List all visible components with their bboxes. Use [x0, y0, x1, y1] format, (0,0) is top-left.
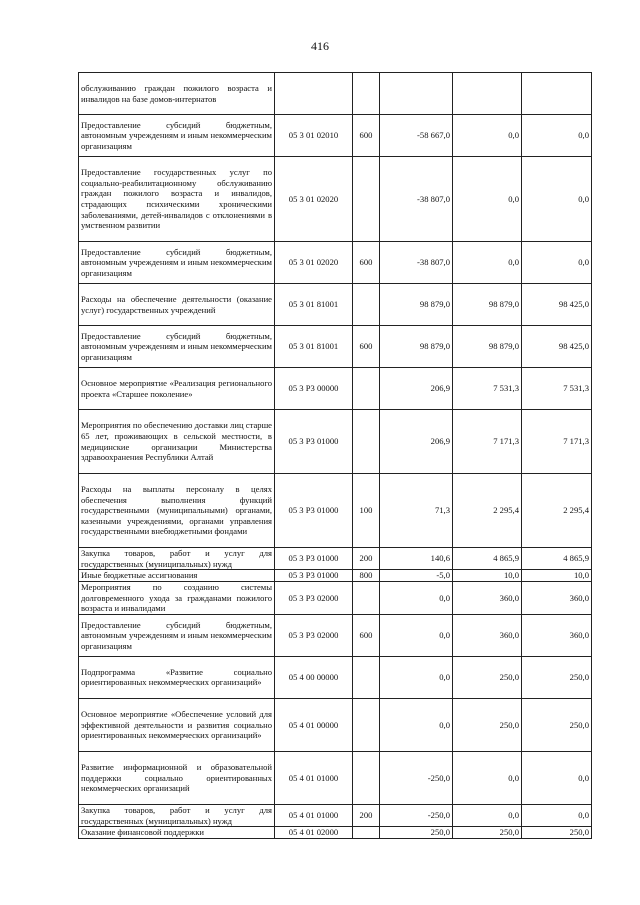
row-value-3: 0,0 [522, 242, 592, 284]
row-value-2: 250,0 [453, 656, 522, 698]
row-value-3: 0,0 [522, 804, 592, 826]
row-value-2: 98 879,0 [453, 284, 522, 326]
row-code: 05 3 P3 00000 [275, 368, 353, 410]
table-row [79, 827, 592, 839]
row-code: 05 3 01 02020 [275, 242, 353, 284]
row-expense-type [353, 73, 380, 115]
row-code [275, 73, 353, 115]
row-code: 05 3 01 02020 [275, 157, 353, 242]
row-name: Основное мероприятие «Обеспечение условий для эффективной деятельности и развития социально ориентированных некоммерческих организаций» [79, 698, 275, 751]
row-name: Закупка товаров, работ и услуг для государственных (муниципальных) нужд [79, 804, 275, 826]
row-value-2: 7 531,3 [453, 368, 522, 410]
row-expense-type [353, 410, 380, 474]
table-row [79, 157, 592, 242]
row-value-2 [453, 73, 522, 115]
row-name: Закупка товаров, работ и услуг для государственных (муниципальных) нужд [79, 548, 275, 570]
row-expense-type: 200 [353, 804, 380, 826]
row-value-2: 0,0 [453, 751, 522, 804]
page-number: 416 [311, 39, 329, 53]
row-value-2: 0,0 [453, 115, 522, 157]
row-expense-type: 600 [353, 242, 380, 284]
row-name: Расходы на выплаты персоналу в целях обеспечения выполнения функций государственными (муниципальными) органами, казенными учреждениями, органами управления государственными внебюджетными фондами [79, 474, 275, 548]
row-name: Основное мероприятие «Реализация регионального проекта «Старшее поколение» [79, 368, 275, 410]
row-value-2: 0,0 [453, 242, 522, 284]
row-value-3: 250,0 [522, 656, 592, 698]
row-value-1: 0,0 [380, 582, 453, 615]
table-row [79, 582, 592, 615]
row-code: 05 4 01 02000 [275, 827, 353, 839]
row-code: 05 3 P3 01000 [275, 474, 353, 548]
row-expense-type: 600 [353, 326, 380, 368]
row-name: обслуживанию граждан пожилого возраста и инвалидов на базе домов-интернатов [79, 73, 275, 115]
table-row [79, 570, 592, 582]
table-row [79, 115, 592, 157]
row-value-3: 360,0 [522, 614, 592, 656]
row-value-1: -38 807,0 [380, 157, 453, 242]
row-value-1: 98 879,0 [380, 284, 453, 326]
row-name: Предоставление субсидий бюджетным, автономным учреждениям и иным некоммерческим организациям [79, 242, 275, 284]
row-code: 05 3 01 02010 [275, 115, 353, 157]
table-row [79, 284, 592, 326]
row-code: 05 3 P3 02000 [275, 582, 353, 615]
row-value-3: 0,0 [522, 751, 592, 804]
row-name: Предоставление субсидий бюджетным, автономным учреждениям и иным некоммерческим организациям [79, 115, 275, 157]
row-expense-type [353, 582, 380, 615]
row-expense-type [353, 656, 380, 698]
row-code: 05 4 01 01000 [275, 804, 353, 826]
row-name: Предоставление государственных услуг по социально-реабилитационному обслуживанию граждан пожилого возраста и инвалидов, страдающих психическими хроническими заболеваниями, детей-инвалидов с отклонениями в умственном развитии [79, 157, 275, 242]
row-expense-type [353, 827, 380, 839]
table-row [79, 548, 592, 570]
row-code: 05 3 P3 01000 [275, 410, 353, 474]
row-code: 05 4 01 00000 [275, 698, 353, 751]
row-value-1: -250,0 [380, 751, 453, 804]
row-value-3: 98 425,0 [522, 284, 592, 326]
row-value-1: 0,0 [380, 656, 453, 698]
row-value-2: 360,0 [453, 614, 522, 656]
row-value-3: 7 531,3 [522, 368, 592, 410]
row-expense-type: 600 [353, 115, 380, 157]
row-value-3: 2 295,4 [522, 474, 592, 548]
row-expense-type [353, 157, 380, 242]
row-value-2: 0,0 [453, 157, 522, 242]
row-name: Мероприятия по обеспечению доставки лиц старше 65 лет, проживающих в сельской местности, в медицинские организации Министерства здравоохранения Республики Алтай [79, 410, 275, 474]
row-value-1: -5,0 [380, 570, 453, 582]
budget-table [78, 72, 592, 839]
row-value-3: 360,0 [522, 582, 592, 615]
row-expense-type: 800 [353, 570, 380, 582]
row-value-3: 0,0 [522, 115, 592, 157]
table-row [79, 698, 592, 751]
table-row [79, 410, 592, 474]
row-value-3: 7 171,3 [522, 410, 592, 474]
row-value-1: 71,3 [380, 474, 453, 548]
row-expense-type [353, 751, 380, 804]
row-name: Расходы на обеспечение деятельности (оказание услуг) государственных учреждений [79, 284, 275, 326]
row-name: Предоставление субсидий бюджетным, автономным учреждениям и иным некоммерческим организациям [79, 614, 275, 656]
table-row [79, 804, 592, 826]
row-expense-type [353, 698, 380, 751]
row-name: Подпрограмма «Развитие социально ориентированных некоммерческих организаций» [79, 656, 275, 698]
row-value-2: 7 171,3 [453, 410, 522, 474]
row-value-1: 140,6 [380, 548, 453, 570]
row-code: 05 3 P3 01000 [275, 570, 353, 582]
row-name: Оказание финансовой поддержки [79, 827, 275, 839]
row-code: 05 4 01 01000 [275, 751, 353, 804]
table-row [79, 751, 592, 804]
row-name: Предоставление субсидий бюджетным, автономным учреждениям и иным некоммерческим организациям [79, 326, 275, 368]
row-value-1: -38 807,0 [380, 242, 453, 284]
row-value-1: 206,9 [380, 368, 453, 410]
row-value-3: 0,0 [522, 157, 592, 242]
table-row [79, 242, 592, 284]
row-value-2: 4 865,9 [453, 548, 522, 570]
row-value-1: 206,9 [380, 410, 453, 474]
row-code: 05 3 01 81001 [275, 326, 353, 368]
row-name: Иные бюджетные ассигнования [79, 570, 275, 582]
budget-table-body [79, 73, 592, 839]
table-row [79, 326, 592, 368]
table-row [79, 73, 592, 115]
table-row [79, 368, 592, 410]
table-row [79, 474, 592, 548]
row-value-1: -58 667,0 [380, 115, 453, 157]
row-value-2: 0,0 [453, 804, 522, 826]
row-code: 05 3 01 81001 [275, 284, 353, 326]
row-value-3: 4 865,9 [522, 548, 592, 570]
row-value-3: 250,0 [522, 827, 592, 839]
row-value-3: 10,0 [522, 570, 592, 582]
row-value-2: 2 295,4 [453, 474, 522, 548]
row-value-1: 250,0 [380, 827, 453, 839]
row-value-3 [522, 73, 592, 115]
row-value-2: 250,0 [453, 827, 522, 839]
row-value-2: 360,0 [453, 582, 522, 615]
row-value-3: 250,0 [522, 698, 592, 751]
row-value-1: 0,0 [380, 614, 453, 656]
row-value-1: -250,0 [380, 804, 453, 826]
row-value-2: 10,0 [453, 570, 522, 582]
row-expense-type [353, 368, 380, 410]
row-name: Развитие информационной и образовательной поддержки социально ориентированных некоммерческих организаций [79, 751, 275, 804]
row-value-1: 0,0 [380, 698, 453, 751]
row-value-2: 250,0 [453, 698, 522, 751]
table-row [79, 656, 592, 698]
row-code: 05 3 P3 01000 [275, 548, 353, 570]
row-value-1: 98 879,0 [380, 326, 453, 368]
row-expense-type: 100 [353, 474, 380, 548]
row-value-2: 98 879,0 [453, 326, 522, 368]
table-row [79, 614, 592, 656]
row-code: 05 4 00 00000 [275, 656, 353, 698]
row-code: 05 3 P3 02000 [275, 614, 353, 656]
row-expense-type [353, 284, 380, 326]
row-value-3: 98 425,0 [522, 326, 592, 368]
row-name: Мероприятия по созданию системы долговременного ухода за гражданами пожилого возраста и инвалидами [79, 582, 275, 615]
row-expense-type: 600 [353, 614, 380, 656]
row-expense-type: 200 [353, 548, 380, 570]
row-value-1 [380, 73, 453, 115]
